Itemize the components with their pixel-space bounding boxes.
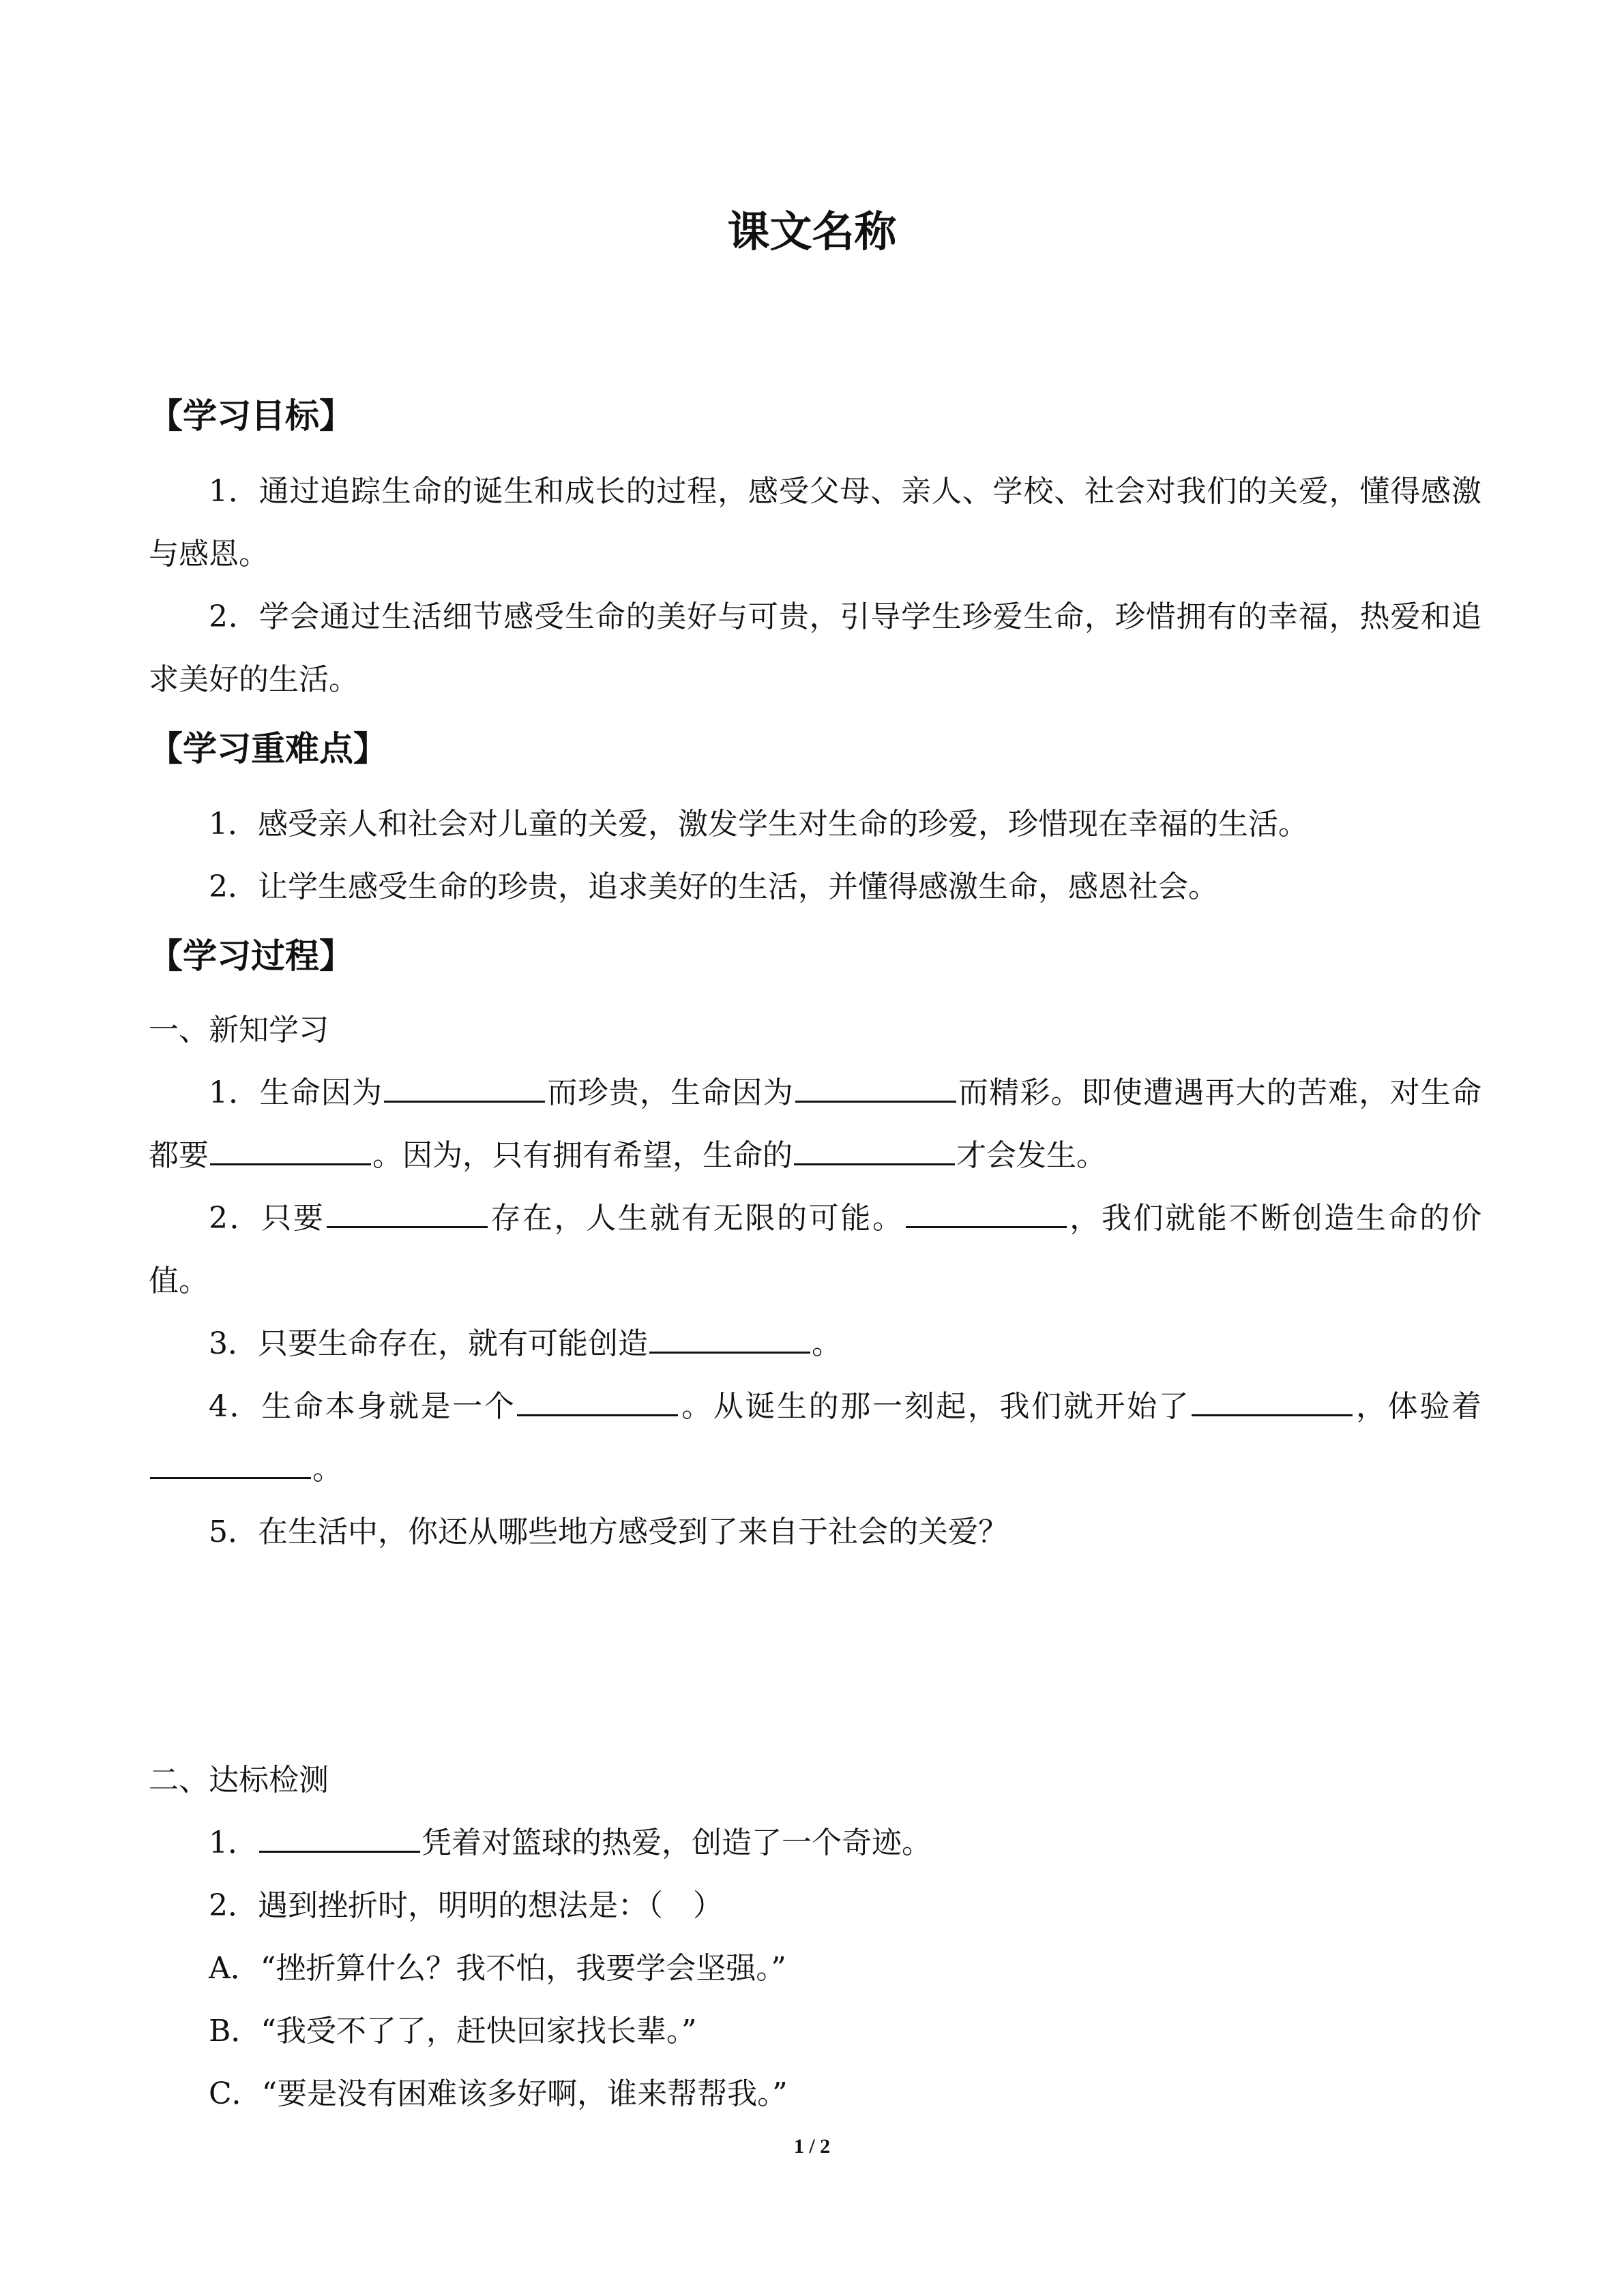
section-heading-key-points: 【学习重难点】	[149, 729, 387, 769]
question-3: 3．只要生命存在，就有可能创造 。	[149, 1313, 1481, 1375]
fill-blank[interactable]	[795, 1073, 956, 1103]
section-heading-objectives: 【学习目标】	[149, 396, 353, 436]
option-c: C．“要是没有困难该多好啊，谁来帮帮我。”	[209, 2076, 788, 2111]
objective-item: 2．学会通过生活细节感受生命的美好与可贵，引导学生珍爱生命，珍惜拥有的幸福，热爱和追求美好的生活。	[149, 599, 1481, 697]
document-body	[149, 378, 1481, 2126]
option-a: A．“挫折算什么？我不怕，我要学会坚强。”	[209, 1951, 786, 1986]
page-number: 1 / 2	[793, 2135, 831, 2158]
question-2: 2．只要 存在，人生就有无限的可能。 ，我们就能不断创造生命的价值。	[149, 1187, 1481, 1313]
question-1: 1．生命因为 而珍贵，生命因为 而精彩。即使遭遇再大的苦难，对生命都要 。因为，只有拥有希望，生命的 才会发生。	[149, 1062, 1481, 1187]
assessment-question-2: 2．遇到挫折时，明明的想法是：（ ）	[209, 1888, 723, 1923]
fill-blank[interactable]	[210, 1136, 371, 1165]
part-title-assessment: 二、达标检测	[149, 1763, 329, 1798]
option-b: B．“我受不了了，赶快回家找长辈。”	[209, 2014, 697, 2048]
fill-blank[interactable]	[906, 1199, 1067, 1228]
question-5: 5．在生活中，你还从哪些地方感受到了来自于社会的关爱？	[209, 1515, 1008, 1549]
fill-blank[interactable]	[384, 1073, 545, 1103]
fill-blank[interactable]	[150, 1450, 311, 1479]
fill-blank[interactable]	[1192, 1387, 1353, 1416]
fill-blank[interactable]	[259, 1823, 420, 1853]
fill-blank[interactable]	[649, 1324, 810, 1354]
section-heading-process: 【学习过程】	[149, 936, 353, 976]
question-4: 4．生命本身就是一个 。从诞生的那一刻起，我们就开始了 ，体验着。	[149, 1375, 1481, 1501]
answer-space[interactable]	[149, 1564, 1481, 1749]
part-title-new-knowledge: 一、新知学习	[149, 1013, 329, 1047]
key-point-item: 1．感受亲人和社会对儿童的关爱，激发学生对生命的珍爱，珍惜现在幸福的生活。	[209, 807, 1308, 841]
page-title: 课文名称	[727, 207, 897, 256]
objective-item: 1．通过追踪生命的诞生和成长的过程，感受父母、亲人、学校、社会对我们的关爱，懂得感激与感恩。	[149, 474, 1481, 571]
fill-blank[interactable]	[327, 1199, 488, 1228]
fill-blank[interactable]	[794, 1136, 955, 1165]
key-point-item: 2．让学生感受生命的珍贵，追求美好的生活，并懂得感激生命，感恩社会。	[209, 869, 1218, 904]
fill-blank[interactable]	[517, 1387, 678, 1416]
assessment-question-1: 1． 凭着对篮球的热爱，创造了一个奇迹。	[149, 1812, 1481, 1875]
